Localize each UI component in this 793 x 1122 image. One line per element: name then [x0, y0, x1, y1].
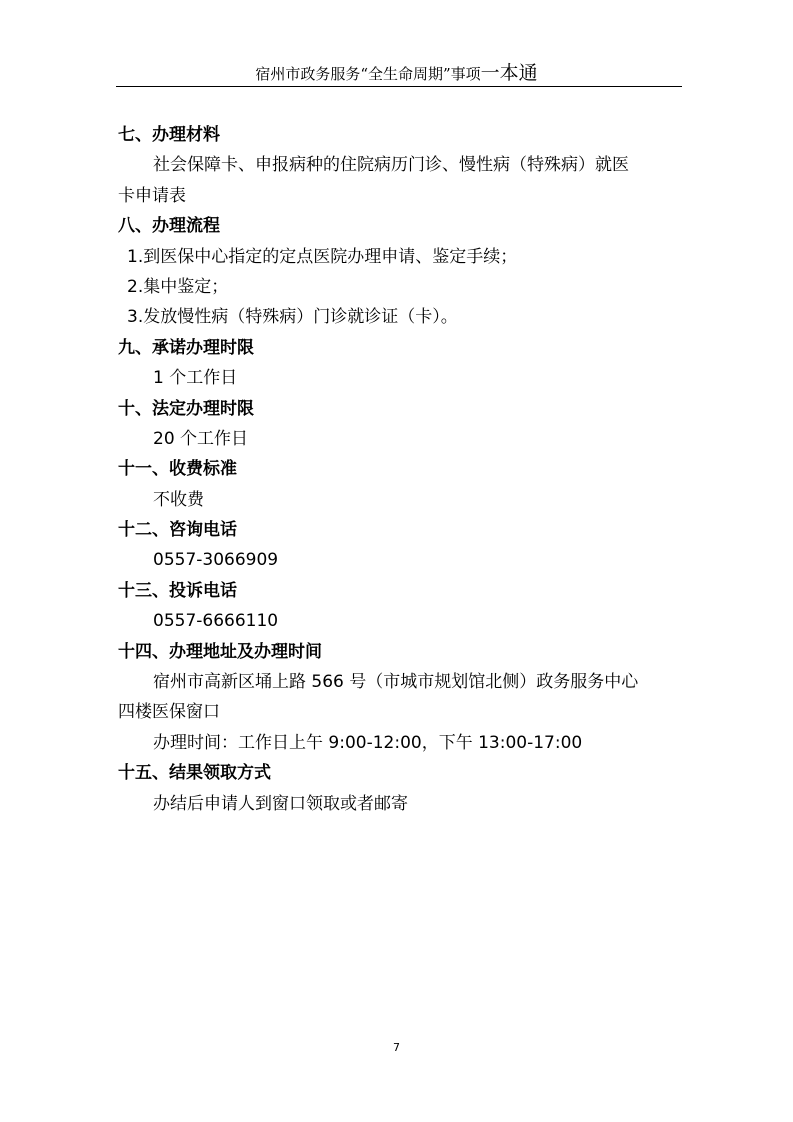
process-step: 1.到医保中心指定的定点医院办理申请、鉴定手续； [127, 246, 518, 267]
body-text: 20 个工作日 [153, 428, 249, 449]
header-rule [116, 86, 682, 87]
body-text: 办结后申请人到窗口领取或者邮寄 [153, 793, 408, 814]
section-heading: 十、法定办理时限 [118, 398, 254, 419]
body-text: 1 个工作日 [153, 368, 238, 389]
section-heading: 十三、投诉电话 [118, 580, 237, 601]
address-text: 宿州市高新区埇上路 566 号（市城市规划馆北侧）政务服务中心 [153, 672, 639, 693]
office-hours: 办理时间：工作日上午 9:00-12:00，下午 13:00-17:00 [153, 732, 583, 753]
section-heading: 十五、结果领取方式 [118, 763, 271, 784]
body-text: 不收费 [153, 489, 204, 510]
section-heading: 七、办理材料 [118, 125, 220, 145]
document-body [118, 120, 688, 819]
process-step: 2.集中鉴定； [127, 276, 229, 297]
header-title-suffix: 一本通 [480, 62, 538, 84]
process-step: 3.发放慢性病（特殊病）门诊就诊证（卡）。 [127, 307, 458, 328]
running-header [0, 58, 793, 85]
header-title: 宿州市政务服务“全生命周期”事项 [255, 65, 481, 83]
address-text: 四楼医保窗口 [118, 702, 220, 723]
body-text: 卡申请表 [118, 185, 186, 206]
complaint-phone: 0557-6666110 [153, 611, 279, 632]
section-heading: 十四、办理地址及办理时间 [118, 641, 322, 662]
section-heading: 九、承诺办理时限 [118, 337, 254, 358]
body-text: 社会保障卡、申报病种的住院病历门诊、慢性病（特殊病）就医 [153, 155, 629, 176]
section-heading: 十一、收费标准 [118, 459, 237, 480]
consult-phone: 0557-3066909 [153, 550, 279, 571]
section-heading: 八、办理流程 [118, 216, 220, 237]
section-heading: 十二、咨询电话 [118, 520, 237, 541]
page-number: 7 [393, 1041, 400, 1054]
